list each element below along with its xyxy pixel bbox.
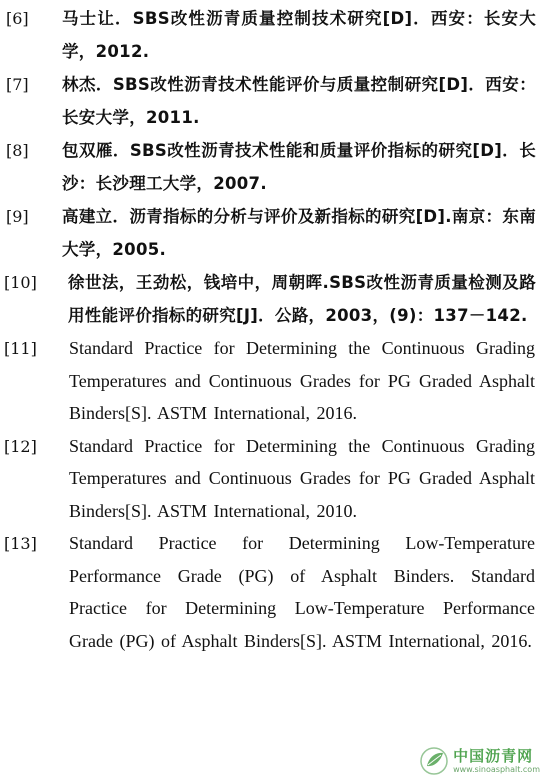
- reference-number: [10]: [4, 273, 37, 292]
- reference-item: [0, 134, 546, 200]
- reference-list: [0, 2, 546, 657]
- reference-item: [0, 2, 546, 68]
- reference-item: [0, 200, 546, 266]
- reference-text: 包双雁．SBS改性沥青技术性能和质量评价指标的研究[D]．长沙：长沙理工大学，2007.: [62, 141, 536, 193]
- watermark-title: 中国沥青网: [453, 746, 534, 765]
- reference-text: 林杰．SBS改性沥青技术性能评价与质量控制研究[D]．西安：长安大学，2011.: [62, 75, 536, 127]
- reference-number: [9]: [6, 207, 29, 226]
- reference-item: [0, 430, 546, 528]
- reference-text: 徐世法，王劲松，钱培中，周朝晖.SBS改性沥青质量检测及路用性能评价指标的研究[J]．公路，2003，(9)：137－142.: [68, 273, 536, 325]
- reference-number: [11]: [4, 339, 37, 358]
- reference-item: [0, 68, 546, 134]
- watermark-url: www.sinoasphalt.com: [453, 764, 540, 774]
- reference-number: [8]: [6, 141, 29, 160]
- site-watermark: [419, 746, 540, 776]
- reference-text: Standard Practice for Determining the Continuous Grading Temperatures and Continuous Grades for PG Graded Asphalt Binders[S]. ASTM International, 2010.: [69, 435, 535, 521]
- reference-item: [0, 266, 546, 332]
- reference-item: [0, 332, 546, 430]
- reference-item: [0, 527, 546, 657]
- leaf-logo-icon: [419, 746, 449, 776]
- reference-text: Standard Practice for Determining the Continuous Grading Temperatures and Continuous Grades for PG Graded Asphalt Binders[S]. ASTM International, 2016.: [69, 338, 535, 423]
- reference-number: [7]: [6, 75, 29, 94]
- reference-number: [12]: [4, 436, 37, 456]
- reference-text: 高建立．沥青指标的分析与评价及新指标的研究[D].南京：东南大学，2005.: [62, 207, 536, 259]
- reference-number: [13]: [4, 534, 37, 553]
- reference-text: 马士让．SBS改性沥青质量控制技术研究[D]．西安：长安大学，2012.: [62, 9, 536, 61]
- reference-number: [6]: [6, 9, 29, 28]
- reference-text: Standard Practice for Determining Low-Temperature Performance Grade (PG) of Asphalt Binders. Standard Practice for Determining Low-Temperature Performance Grade (PG) of Asphalt Binders[S]. ASTM International, 2016.: [69, 533, 535, 651]
